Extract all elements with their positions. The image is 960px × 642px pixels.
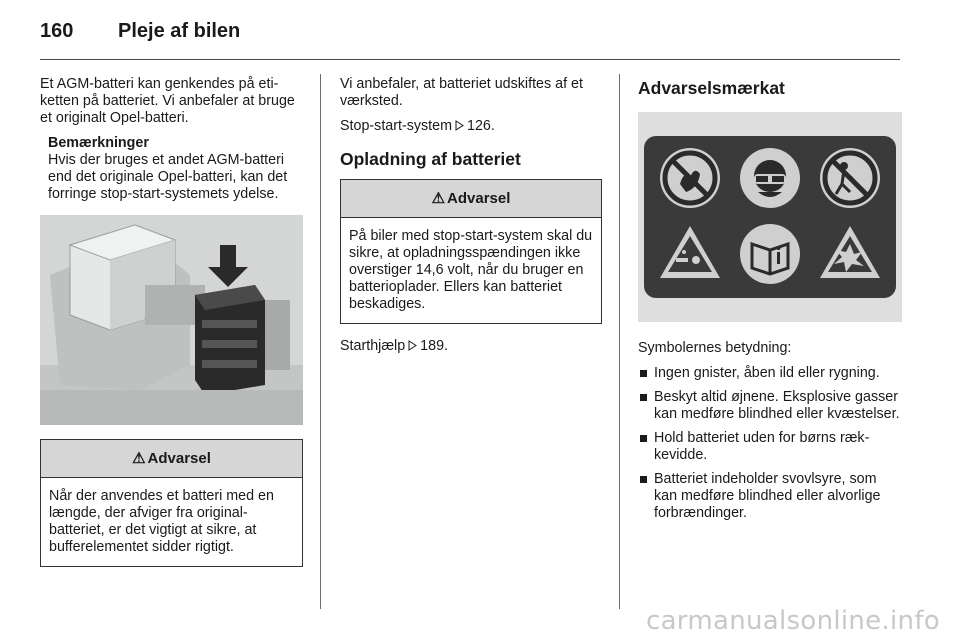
section-heading-warning-label: Advarselsmærkat — [638, 78, 785, 98]
note-title: Bemærkninger — [48, 135, 149, 151]
read-manual-icon — [740, 224, 800, 284]
warning-box-charging — [340, 179, 602, 324]
battery-photo — [40, 215, 303, 425]
page-header — [40, 20, 240, 46]
column-divider-2 — [619, 74, 620, 609]
list-item: Ingen gnister, åben ild eller rygning. — [640, 365, 902, 382]
page-number: 160 — [40, 20, 74, 42]
symbols-intro: Symbolernes betydning: — [638, 340, 792, 356]
page-title: Pleje af bilen — [118, 20, 241, 42]
column-divider-1 — [320, 74, 321, 609]
xref-label: Stop-start-system — [340, 118, 453, 134]
note-block — [48, 135, 303, 203]
column-1 — [40, 76, 303, 567]
xref-jump-start[interactable] — [340, 338, 602, 355]
agm-intro-paragraph: Et AGM-batteri kan genkendes på etiketten på batteriet. Vi anbefaler at bruge et originalt Opel-batteri. — [40, 76, 295, 126]
warning-triangle-icon: ⚠ — [132, 450, 146, 467]
no-fire-smoking-icon — [660, 148, 720, 208]
list-item: Hold batteriet uden for børns rækkevidde. — [640, 430, 902, 464]
battery-photo-arrow-icon — [40, 215, 303, 425]
replace-battery-paragraph: Vi anbefaler, at batteriet udskiftes af et værksted. — [340, 76, 583, 109]
section-heading-charging: Opladning af batteriet — [340, 149, 521, 169]
xref-arrow-icon — [408, 340, 417, 351]
warning-label-panel — [638, 112, 902, 322]
symbols-list — [638, 365, 902, 522]
xref-stop-start[interactable] — [340, 118, 602, 135]
warning-label-image — [638, 112, 902, 322]
warning-title: Advarsel — [447, 190, 511, 207]
header-rule — [40, 59, 900, 60]
list-item: Beskyt altid øjnene. Eksplosive gasser kan medføre blindhed eller kvæstelser. — [640, 389, 902, 423]
eye-protection-icon — [740, 148, 800, 208]
warning-body: Når der anvendes et batteri med en længde, der afviger fra originalbatteriet, er det vigtigt at sikre, at bufferelementet sidder rigtigt. — [49, 488, 274, 555]
warning-title: Advarsel — [147, 450, 211, 467]
xref-label: Starthjælp — [340, 338, 406, 354]
watermark: carmanualsonline.info — [645, 606, 940, 636]
column-2 — [340, 76, 602, 363]
warning-header — [341, 180, 601, 218]
warning-header — [41, 440, 302, 478]
xref-arrow-icon — [455, 120, 464, 131]
list-item: Batteriet indeholder svovlsyre, som kan medføre blindhed eller alvorlige forbrændinger. — [640, 471, 902, 522]
column-3 — [638, 76, 902, 529]
note-body: Hvis der bruges et andet AGM-batteri end det originale Opel-batteri, kan det forringe stop-start-systemets ydelse. — [48, 152, 288, 202]
warning-body: På biler med stop-start-system skal du sikre, at opladningsspændingen ikke overstiger 14,6 volt, når du bruger en batterioplader. Ellers kan batteriet beskadiges. — [349, 228, 593, 312]
keep-children-away-icon — [820, 148, 880, 208]
warning-triangle-icon: ⚠ — [431, 190, 446, 207]
xref-page: 126. — [467, 118, 495, 134]
xref-page: 189. — [420, 338, 448, 354]
warning-box-buffer — [40, 439, 303, 567]
